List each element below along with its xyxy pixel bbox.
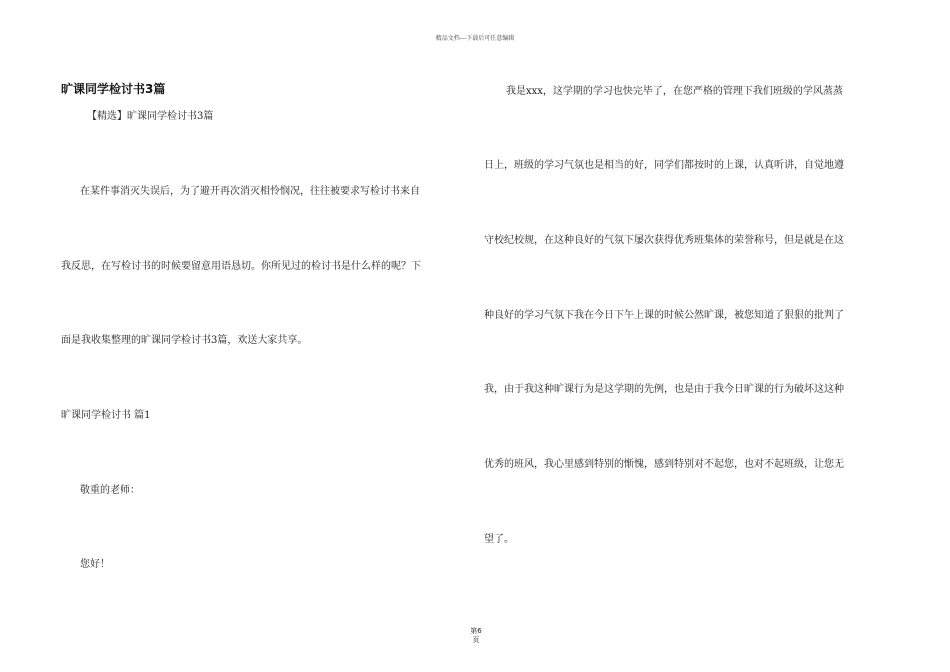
paragraph-line: 日上，班级的学习气氛也是相当的好，同学们都按时的上课，认真听讲，自觉地遵: [484, 160, 844, 171]
paragraph-line: 守校纪校规，在这种良好的气氛下屡次获得优秀班集体的荣誉称号，但是就是在这: [484, 235, 844, 246]
page-number-main: 第6: [470, 627, 482, 635]
page-number: [466, 627, 486, 645]
paragraph-line: 我，由于我这种旷课行为是这学期的先例，也是由于我今日旷课的行为破坏这这种: [484, 384, 844, 395]
greeting-line: 您好！: [80, 559, 110, 570]
paragraph-line: 我反思，在写检讨书的时候要留意用语恳切。你所见过的检讨书是什么样的呢？下: [61, 261, 421, 272]
paragraph-line: 种良好的学习气氛下我在今日下午上课的时候公然旷课，被您知道了狠狠的批判了: [484, 310, 844, 321]
paragraph-line: 望了。: [484, 534, 514, 545]
paragraph-line: 我是xxx，这学期的学习也快完毕了，在您严格的管理下我们班级的学风蒸蒸: [506, 86, 843, 97]
document-title: 旷课同学检讨书3篇: [61, 82, 166, 96]
page-number-suffix: 页: [472, 636, 480, 644]
page-header: 精品文档---下载后可任意编辑: [435, 35, 515, 42]
paragraph-line: 在某件事消灭失误后，为了避开再次消灭相怜悯况，往往被要求写检讨书来自: [80, 186, 420, 197]
subtitle-line: 【精选】旷课同学检讨书3篇: [87, 111, 214, 122]
paragraph-line: 优秀的班风，我心里感到特别的惭愧，感到特别对不起您，也对不起班级，让您无: [484, 459, 844, 470]
paragraph-line: 面是我收集整理的旷课同学检讨书3篇，欢送大家共享。: [61, 335, 308, 346]
salutation-line: 敬重的老师：: [80, 485, 140, 496]
section-heading: 旷课同学检讨书 篇1: [61, 410, 151, 421]
